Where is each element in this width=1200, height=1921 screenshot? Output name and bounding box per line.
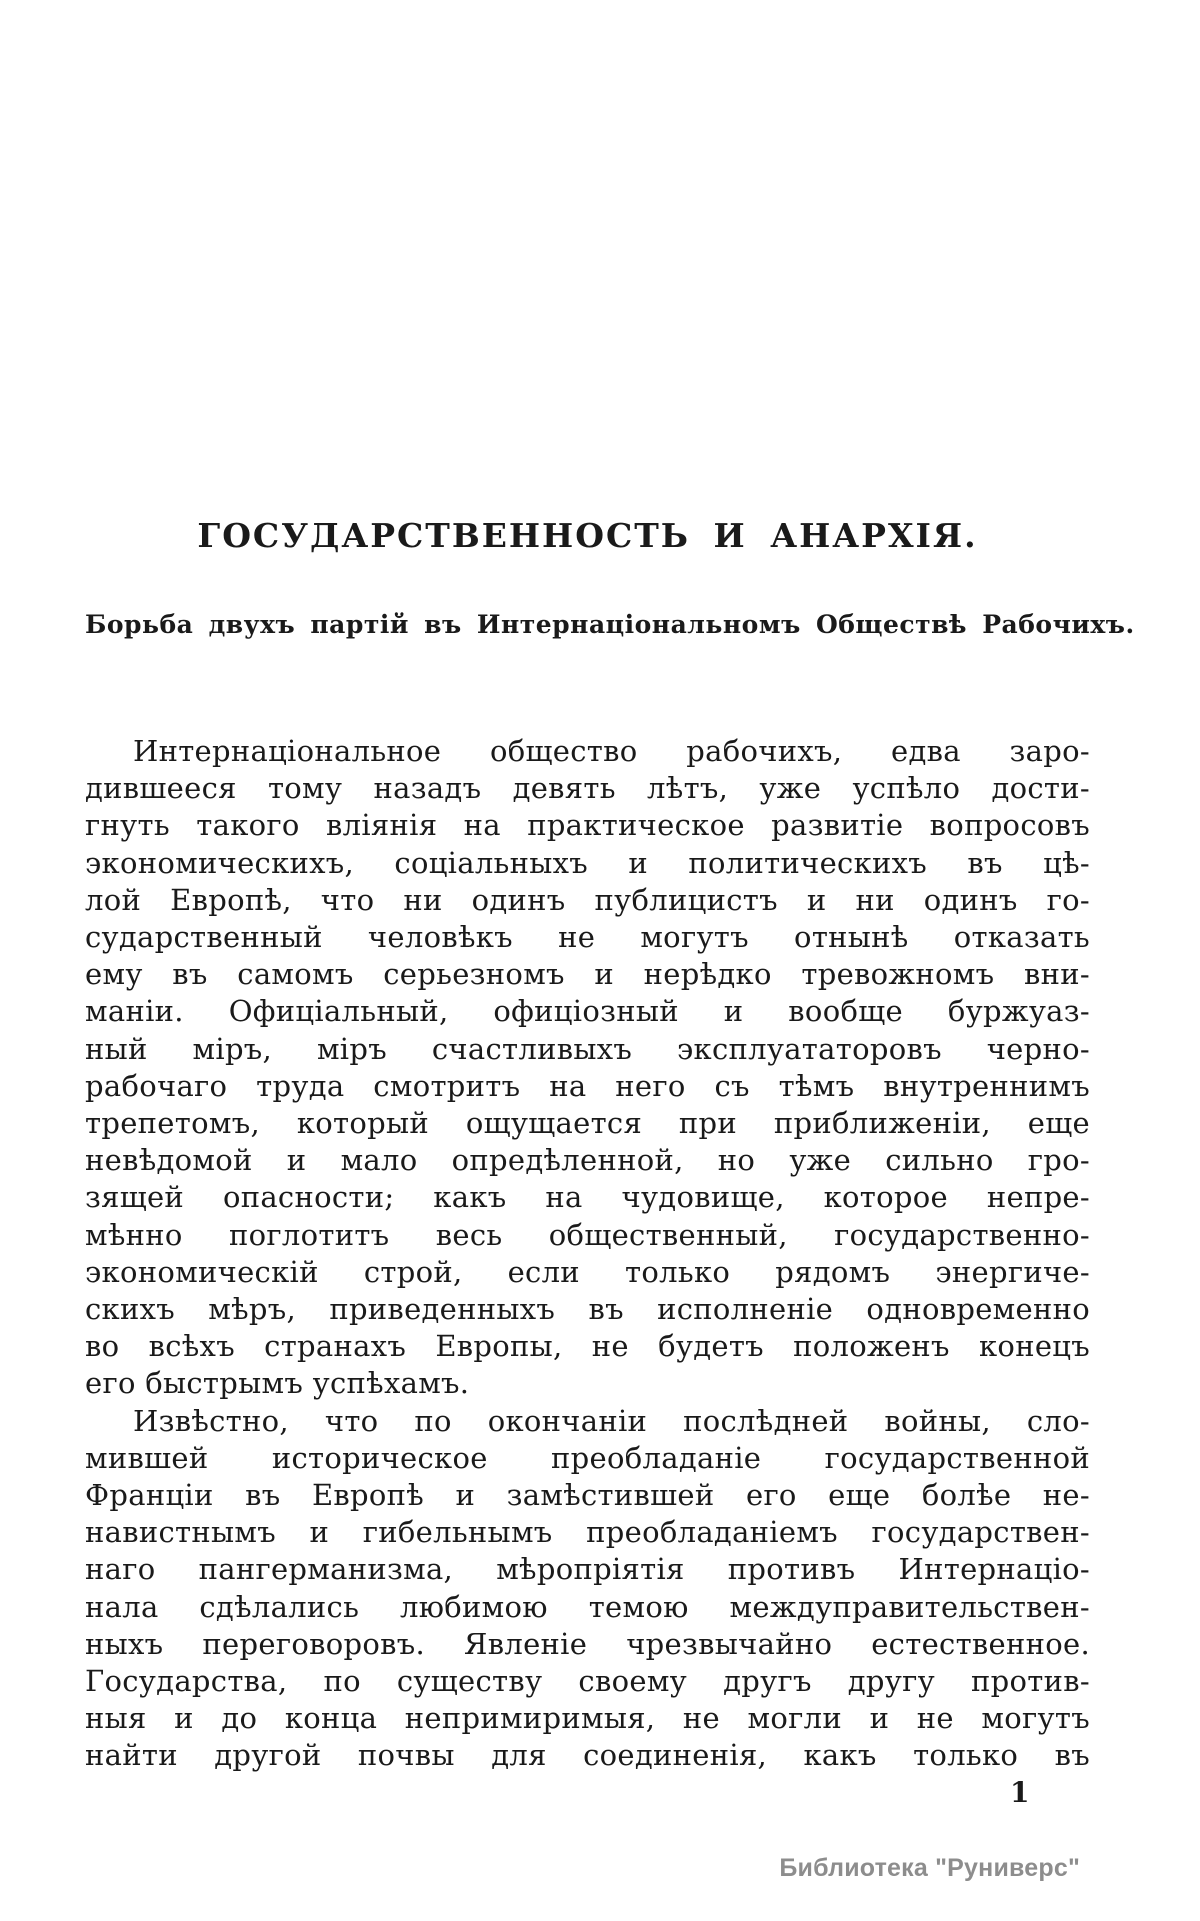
text-line: скихъ мѣръ, приведенныхъ въ исполненіе одновременно bbox=[85, 1292, 1090, 1327]
text-line: мѣнно поглотитъ весь общественный, государственно- bbox=[85, 1217, 1090, 1252]
text-line: дившееся тому назадъ девять лѣтъ, уже успѣло дости- bbox=[85, 771, 1090, 806]
text-line: Интернаціональное общество рабочихъ, едва заро- bbox=[133, 734, 1090, 768]
text-line: маніи. Офиціальный, офиціозный и вообще буржуаз- bbox=[85, 994, 1090, 1029]
text-line: экономическій строй, если только рядомъ энергиче- bbox=[85, 1254, 1090, 1289]
text-line: ему въ самомъ серьезномъ и нерѣдко тревожномъ вни- bbox=[85, 957, 1090, 992]
text-line: наго пангерманизма, мѣропріятія противъ Интернаціо- bbox=[85, 1552, 1090, 1587]
text-line: его быстрымъ успѣхамъ. bbox=[85, 1366, 470, 1401]
text-line: невѣдомой и мало опредѣленной, но уже сильно гро- bbox=[85, 1143, 1090, 1178]
text-line: во всѣхъ странахъ Европы, не будетъ положенъ конецъ bbox=[85, 1329, 1090, 1364]
text-line: Государства, по существу своему другъ другу против- bbox=[85, 1664, 1090, 1699]
text-line: рабочаго труда смотритъ на него съ тѣмъ внутреннимъ bbox=[85, 1068, 1090, 1103]
page-subtitle: Борьба двухъ партій въ Интернаціональномъ Обществѣ Рабочихъ. bbox=[85, 610, 1135, 639]
page-number: 1 bbox=[1010, 1776, 1030, 1809]
text-line: нала сдѣлались любимою темою междуправительствен- bbox=[85, 1589, 1090, 1624]
body-text bbox=[85, 733, 1090, 1775]
text-line: зящей опасности; какъ на чудовище, которое непре- bbox=[85, 1180, 1090, 1215]
text-line: навистнымъ и гибельнымъ преобладаніемъ государствен- bbox=[85, 1515, 1090, 1550]
text-line: экономическихъ, соціальныхъ и политическихъ въ цѣ- bbox=[85, 845, 1090, 880]
text-line: трепетомъ, который ощущается при приближеніи, еще bbox=[85, 1106, 1090, 1141]
page-title: ГОСУДАРСТВЕННОСТЬ И АНАРХІЯ. bbox=[197, 516, 978, 555]
text-line: Извѣстно, что по окончаніи послѣдней войны, сло- bbox=[133, 1403, 1090, 1438]
text-line: Франціи въ Европѣ и замѣстившей его еще болѣе не- bbox=[85, 1478, 1090, 1513]
text-line: сударственный человѣкъ не могутъ отнынѣ отказать bbox=[85, 920, 1090, 955]
text-line: ныя и до конца непримиримыя, не могли и не могутъ bbox=[85, 1701, 1090, 1736]
watermark: Библиотека "Руниверс" bbox=[779, 1854, 1080, 1882]
text-line: найти другой почвы для соединенія, какъ только въ bbox=[85, 1738, 1090, 1773]
text-line: гнуть такого вліянія на практическое развитіе вопросовъ bbox=[85, 808, 1090, 843]
text-line: лой Европѣ, что ни одинъ публицистъ и ни одинъ го- bbox=[85, 882, 1090, 917]
text-line: ный міръ, міръ счастливыхъ эксплуататоровъ черно- bbox=[85, 1031, 1090, 1066]
text-line: мившей историческое преобладаніе государственной bbox=[85, 1440, 1090, 1475]
text-line: ныхъ переговоровъ. Явленіе чрезвычайно естественное. bbox=[85, 1626, 1090, 1661]
